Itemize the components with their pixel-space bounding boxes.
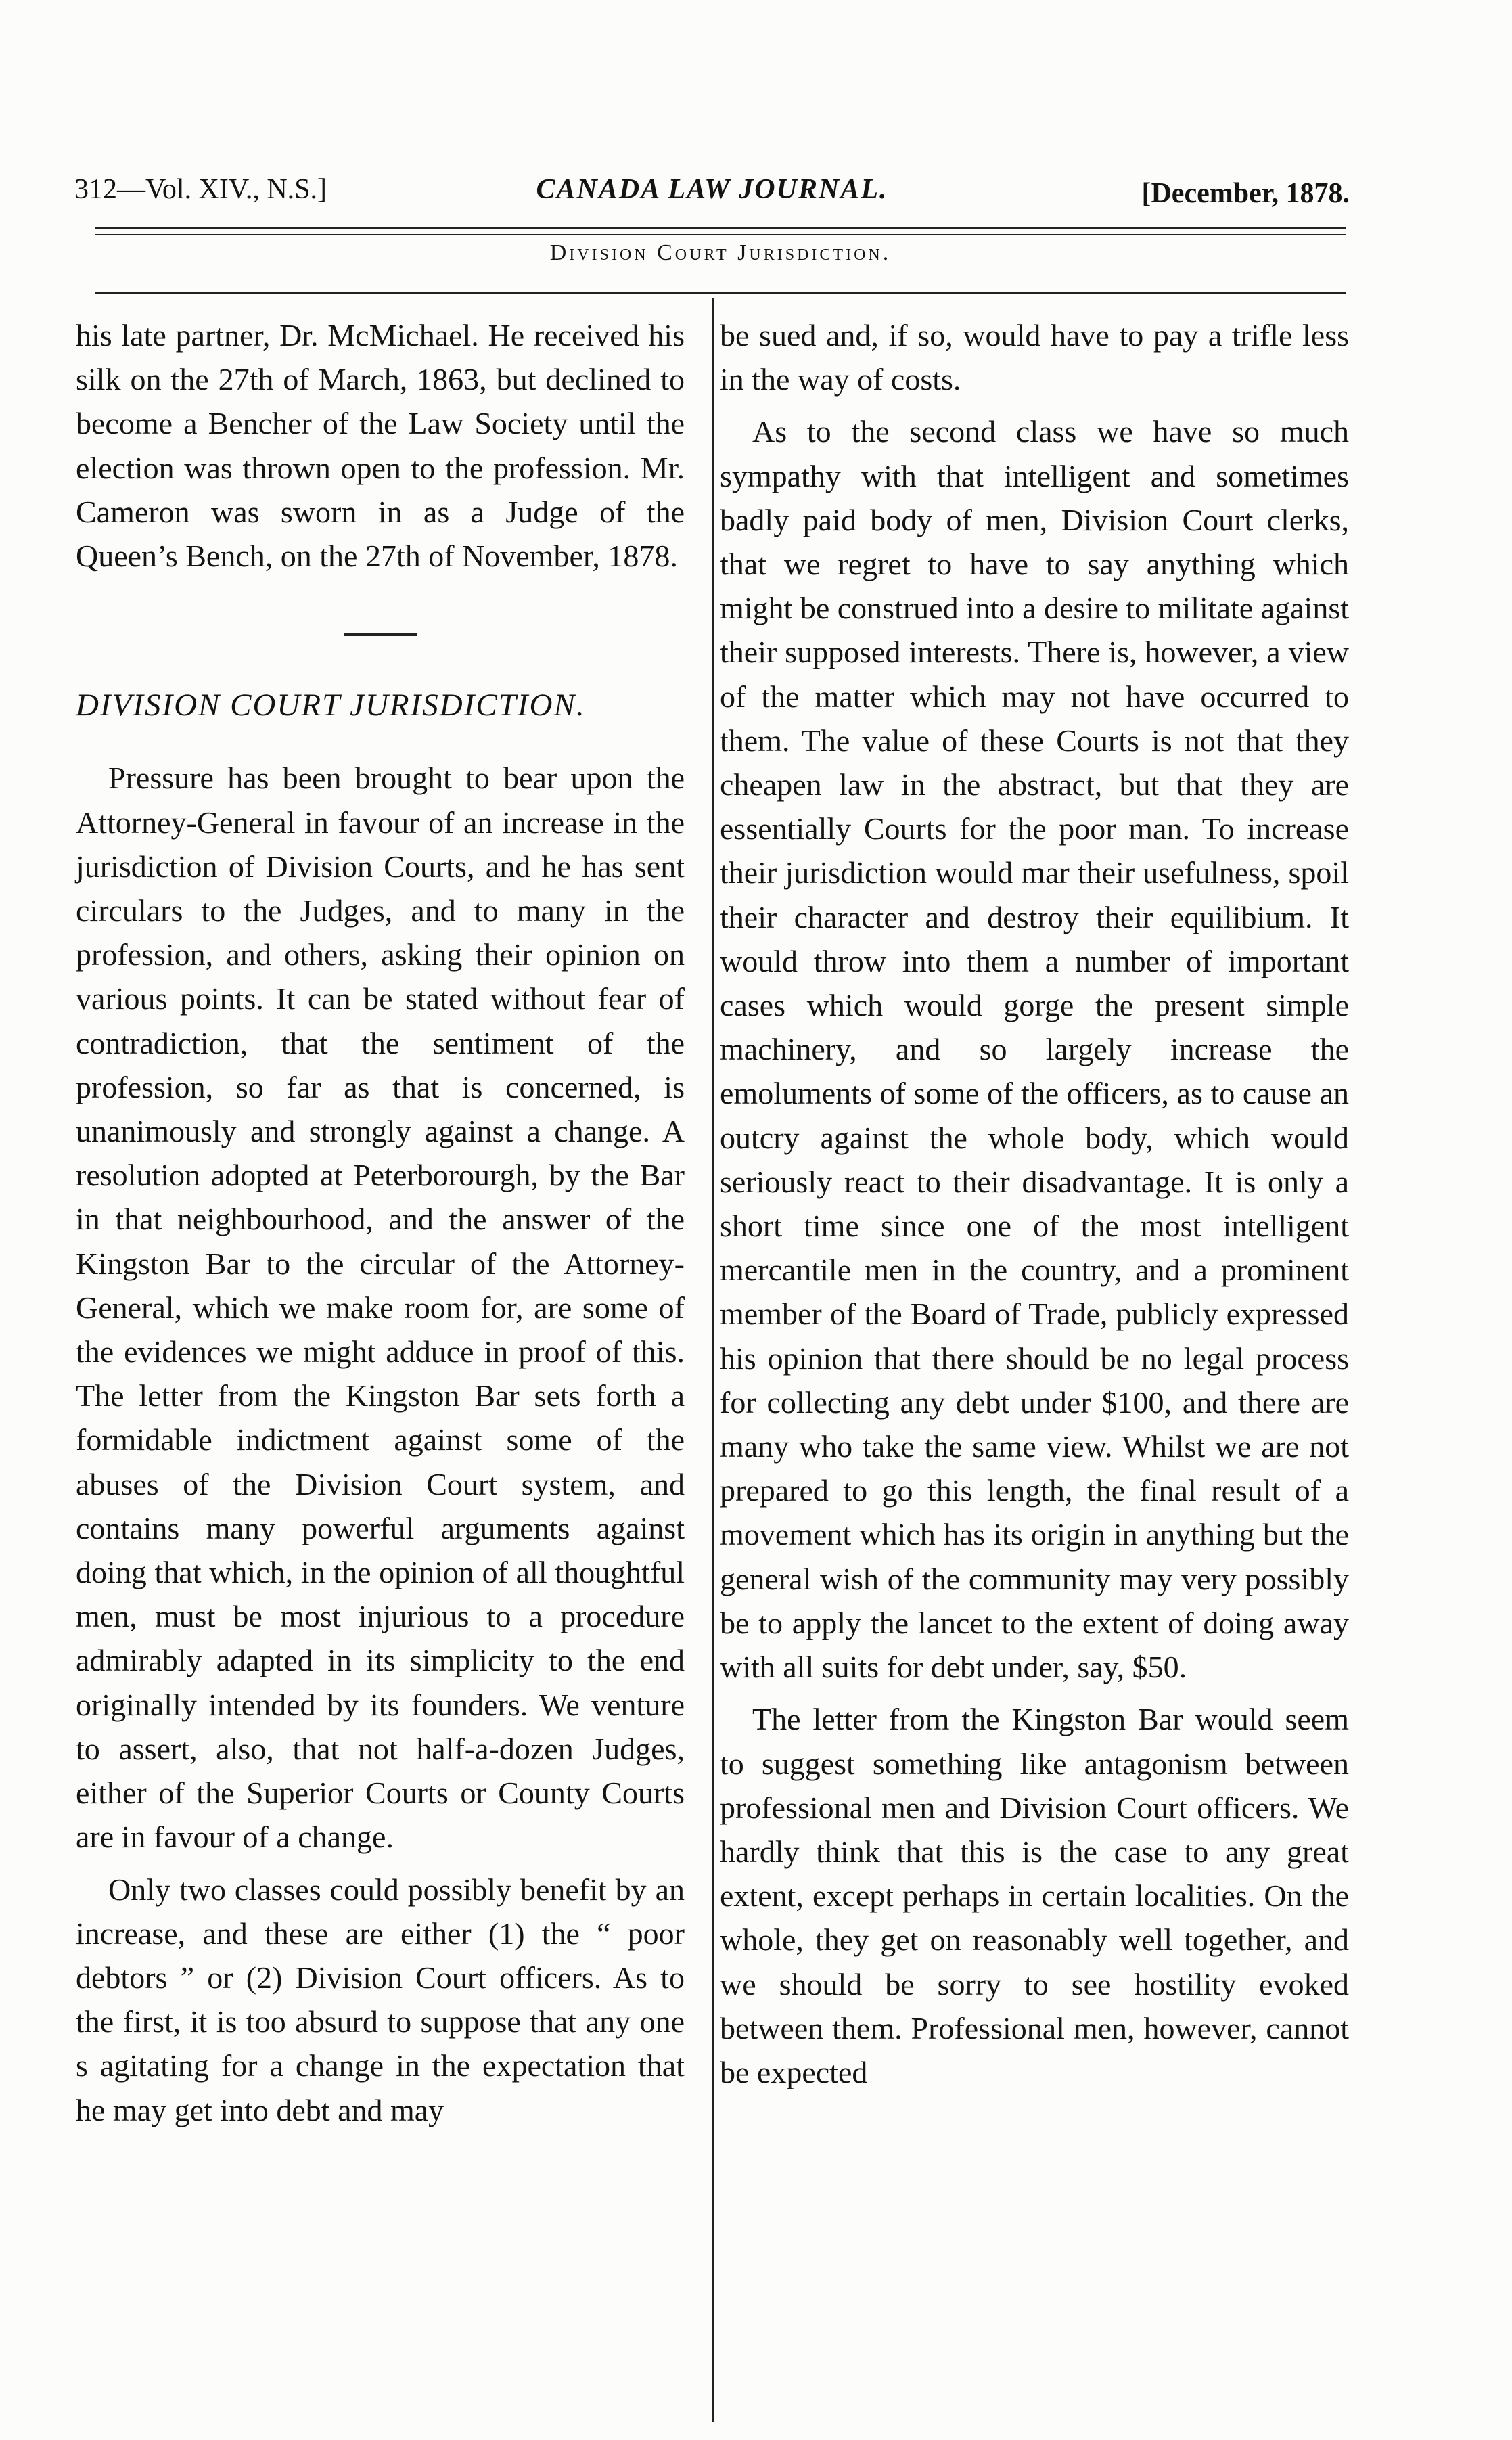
left-column <box>76 313 685 2132</box>
right-paragraph-kingston-letter: The letter from the Kingston Bar would seem to suggest something like antagonism between professional men and Division Court officers. We hardly think that this is the case to any great extent, except perhaps in certain localities. On the whole, they get on reasonably well together, and we should be sorry to see hostility evoked between them. Professional men, however, cannot be expected <box>720 1702 1349 2089</box>
running-header <box>74 168 1350 215</box>
article-separator-rule <box>344 633 417 636</box>
column-divider <box>712 298 714 2422</box>
article-title: DIVISION COURT JURISDICTION. <box>76 687 586 723</box>
left-paragraph-two-classes: Only two classes could possibly benefit by an increase, and these are either (1) the “ poor debtors ” or (2) Division Court officers. As to the first, it is too absurd to suppose that any one s agitating for a change in the expectation that he may get into debt and may <box>76 1872 685 2127</box>
right-paragraph-continued: be sued and, if so, would have to pay a trifle less in the way of costs. <box>720 318 1349 397</box>
section-rule <box>95 292 1346 294</box>
left-paragraph-continued: his late partner, Dr. McMichael. He received his silk on the 27th of March, 1863, but declined to become a Bencher of the Law Society until the election was thrown open to the profession. Mr. Cameron was sworn in as a Judge of the Queen’s Bench, on the 27th of November, 1878. <box>76 318 685 574</box>
right-column <box>720 313 1349 2094</box>
left-paragraph-pressure: Pressure has been brought to bear upon the Attorney-General in favour of an increase in the jurisdiction of Division Courts, and he has sent circulars to the Judges, and to many in the profession, and others, asking their opinion on various points. It can be stated without fear of contradiction, that the sentiment of the profession, so far as that is concerned, is unanimously and strongly against a change. A resolution adopted at Peterborourgh, by the Bar in that neighbourhood, and the answer of the Kingston Bar to the circular of the Attorney-General, which we make room for, are some of the evidences we might adduce in proof of this. The letter from the Kingston Bar sets forth a formidable indictment against some of the abuses of the Division Court system, and contains many powerful arguments against doing that which, in the opinion of all thoughtful men, must be most injurious to a procedure admirably adapted in its simplicity to the end originally intended by its founders. We venture to assert, also, that not half-a-dozen Judges, either of the Superior Courts or County Courts are in favour of a change. <box>76 761 685 1855</box>
issue-date: [December, 1878. <box>1141 178 1350 209</box>
journal-title: CANADA LAW JOURNAL. <box>536 174 888 205</box>
page-volume-label: 312—Vol. XIV., N.S.] <box>74 174 327 205</box>
header-double-rule <box>95 227 1346 235</box>
section-heading: Division Court Jurisdiction. <box>549 240 892 265</box>
right-paragraph-second-class: As to the second class we have so much sympathy with that intelligent and sometimes badly paid body of men, Division Court clerks, that we regret to have to say anything which might be construed into a desire to militate against their supposed interests. There is, however, a view of the matter which may not have occurred to them. The value of these Courts is not that they cheapen law in the abstract, but that they are essentially Courts for the poor man. To increase their jurisdiction would mar their usefulness, spoil their character and destroy their equilibium. It would throw into them a number of important cases which would gorge the present simple machinery, and so largely increase the emoluments of some of the officers, as to cause an outcry against the whole body, which would seriously react to their disadvantage. It is only a short time since one of the most intelligent mercantile men in the country, and a prominent member of the Board of Trade, publicly expressed his opinion that there should be no legal process for collecting any debt under $100, and there are many who take the same view. Whilst we are not prepared to go this length, the final result of a movement which has its origin in anything but the general wish of the community may very possibly be to apply the lancet to the extent of doing away with all suits for debt under, say, $50. <box>720 414 1349 1685</box>
